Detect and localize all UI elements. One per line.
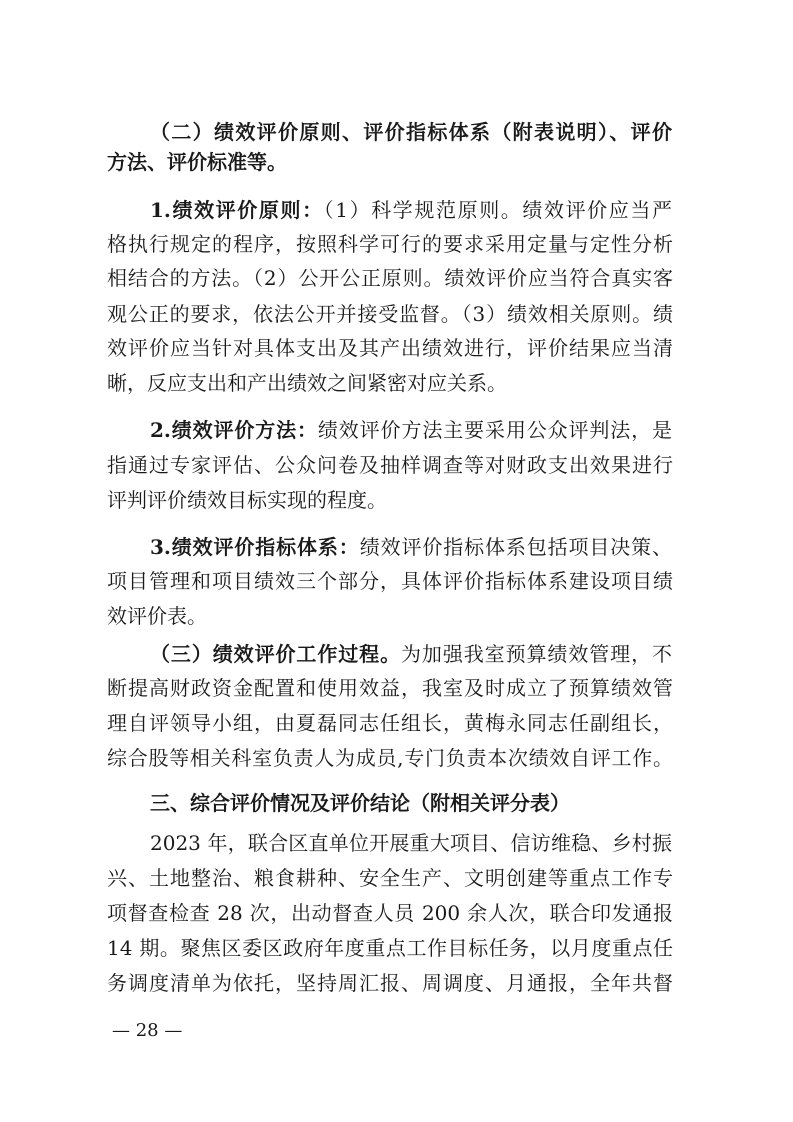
section3-line1 (150, 640, 672, 668)
part3-line2: 兴、土地整治、粮食耕种、安全生产、文明创建等重点工作专 (107, 866, 673, 890)
section3-line3: 理自评领导小组，由夏磊同志任组长，黄梅永同志任副组长， (107, 711, 673, 735)
item1-line6: 晰，反应支出和产出绩效之间紧密对应关系。 (107, 371, 507, 395)
item3-text1: 绩效评价指标体系包括项目决策、 (359, 535, 673, 559)
item1-line2: 格执行规定的程序，按照科学可行的要求采用定量与定性分析 (107, 232, 673, 256)
item3-line1 (150, 533, 672, 561)
page-number: — 28 — (112, 1020, 183, 1041)
item1-line1 (150, 196, 672, 224)
part3-line5: 务调度清单为依托，坚持周汇报、周调度、月通报，全年共督 (107, 971, 673, 995)
item1-line5: 效评价应当针对具体支出及其产出绩效进行，评价结果应当清 (107, 336, 673, 360)
item2-line2: 指通过专家评估、公众问卷及抽样调查等对财政支出效果进行 (107, 453, 673, 477)
part3-line3: 项督查检查 28 次，出动督查人员 200 余人次，联合印发通报 (107, 901, 673, 925)
item2-label: 2.绩效评价方法： (150, 418, 318, 442)
section3-line4: 综合股等相关科室负责人为成员,专门负责本次绩效自评工作。 (107, 746, 673, 770)
item1-text1: （1）科学规范原则。绩效评价应当严 (323, 198, 672, 222)
section3-text1: 为加强我室预算绩效管理，不 (401, 642, 672, 666)
item3-line2: 项目管理和项目绩效三个部分，具体评价指标体系建设项目绩 (107, 569, 673, 593)
item1-line3: 相结合的方法。（2）公开公正原则。绩效评价应当符合真实客 (107, 266, 673, 290)
part3-line4: 14 期。聚焦区委区政府年度重点工作目标任务，以月度重点任 (107, 936, 673, 960)
item3-label: 3.绩效评价指标体系： (150, 535, 360, 559)
item3-line3: 效评价表。 (107, 604, 207, 628)
part3-heading: 三、综合评价情况及评价结论（附相关评分表） (150, 791, 570, 815)
section3-label: （三）绩效评价工作过程。 (150, 642, 401, 666)
item2-line3: 评判评价绩效目标实现的程度。 (107, 488, 387, 512)
part3-line1: 2023 年，联合区直单位开展重大项目、信访维稳、乡村振 (150, 831, 672, 855)
item1-line4: 观公正的要求，依法公开并接受监督。（3）绩效相关原则。绩 (107, 302, 673, 326)
item2-line1 (150, 416, 672, 444)
section2-heading-line2: 方法、评价标准等。 (107, 150, 287, 174)
item1-label: 1.绩效评价原则： (150, 198, 324, 222)
item2-text1: 绩效评价方法主要采用公众评判法，是 (317, 418, 672, 442)
section2-heading-line1: （二）绩效评价原则、评价指标体系（附表说明）、评价 (150, 120, 672, 144)
section3-line2: 断提高财政资金配置和使用效益，我室及时成立了预算绩效管 (107, 676, 673, 700)
